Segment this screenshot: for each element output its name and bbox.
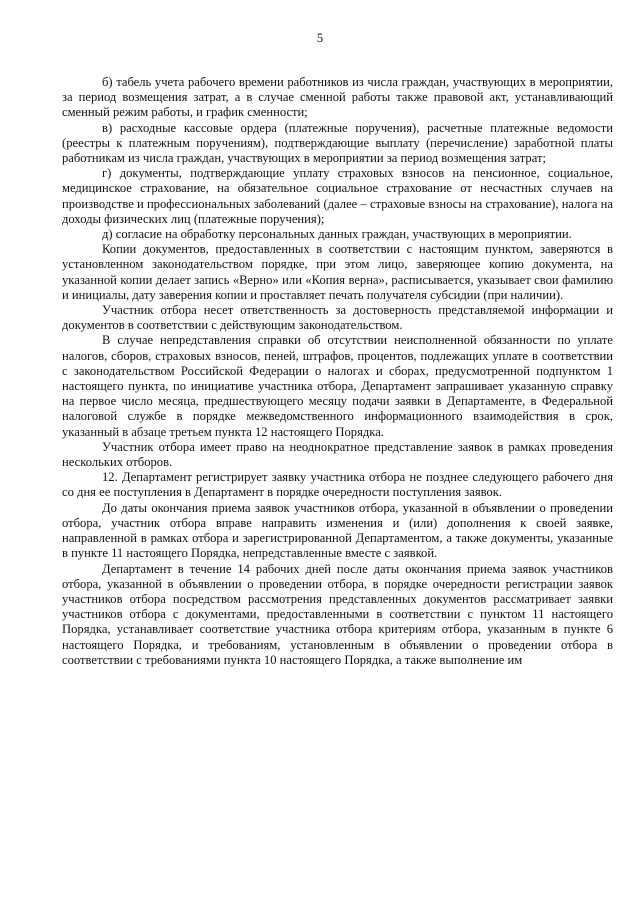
paragraph-review-period: Департамент в течение 14 рабочих дней после даты окончания приема заявок участников отбора, указанной в объявлении о проведении отбора, в порядке очередности регистрации заявок участников отбора посредством рассмотрения представленных документов рассматривает заявки участников отбора с документами, предоставленными в соответствии с пунктом 11 настоящего Порядка, устанавливает соответствие участника отбора критериям отбора, указанным в пункте 6 настоящего Порядка, и требованиям, установленным в объявлении о проведении отбора в соответствии с требованиями пункта 10 настоящего Порядка, а также выполнение им (62, 561, 613, 667)
page-number: 5 (316, 31, 324, 45)
paragraph-responsibility: Участник отбора несет ответственность за достоверность представляемой информации и документов в соответствии с действующим законодательством. (62, 303, 613, 333)
paragraph-repeated-submission: Участник отбора имеет право на неоднократное представление заявок в рамках проведения нескольких отборов. (62, 439, 613, 470)
paragraph-item-b: б) табель учета рабочего времени работников из числа граждан, участвующих в мероприятии, за период возмещения затрат, а в случае сменной работы также правовой акт, устанавливающий сменный режим работы, и график сменности; (62, 75, 613, 120)
paragraph-copies-certification: Копии документов, предоставленных в соответствии с настоящим пунктом, заверяются в установленном законодательством порядке, при этом лицо, заверяющее копию документа, на указанной копии делает запись «Верно» или «Копия верна», расписывается, указывает свои фамилию и инициалы, дату заверения копии и проставляет печать получателя субсидии (при наличии). (62, 242, 613, 302)
paragraph-changes-before-deadline: До даты окончания приема заявок участников отбора, указанной в объявлении о проведении отбора, участник отбора вправе направить изменения и (или) дополнения к своей заявке, направленной в рамках отбора и зарегистрированной Департаментом, а также документы, указанные в пункте 11 настоящего Порядка, непредставленные вместе с заявкой. (62, 500, 613, 561)
paragraph-item-d: д) согласие на обработку персональных данных граждан, участвующих в мероприятии. (102, 227, 572, 242)
paragraph-item-v: в) расходные кассовые ордера (платежные поручения), расчетные платежные ведомости (реестры к платежным поручениям), подтверждающие выплату (перечисление) заработной платы работникам из числа граждан, участвующих в мероприятии за период возмещения затрат; (62, 120, 613, 166)
paragraph-item-g: г) документы, подтверждающие уплату страховых взносов на пенсионное, социальное, медицинское страхование, на обязательное социальное страхование от несчастных случаев на производстве и профессиональных заболеваний (далее – страховые взносы на страхование), налога на доходы физических лиц (платежные поручения); (62, 166, 613, 226)
document-body (62, 75, 613, 668)
paragraph-clause-12-registration: 12. Департамент регистрирует заявку участника отбора не позднее следующего рабочего дня со дня ее поступления в Департамент в порядке очередности поступления заявок. (62, 470, 613, 500)
paragraph-tax-certificate: В случае непредставления справки об отсутствии неисполненной обязанности по уплате налогов, сборов, страховых взносов, пеней, штрафов, процентов, подлежащих уплате в соответствии с законодательством Российской Федерации о налогах и сборах, предусмотренной подпунктом 1 настоящего пункта, по инициативе участника отбора, Департамент запрашивает указанную справку на первое число месяца, предшествующего месяцу подачи заявки в Департаменте, в Федеральной налоговой службе в порядке межведомственного информационного взаимодействия в срок, указанный в абзаце третьем пункта 12 настоящего Порядка. (62, 333, 613, 439)
